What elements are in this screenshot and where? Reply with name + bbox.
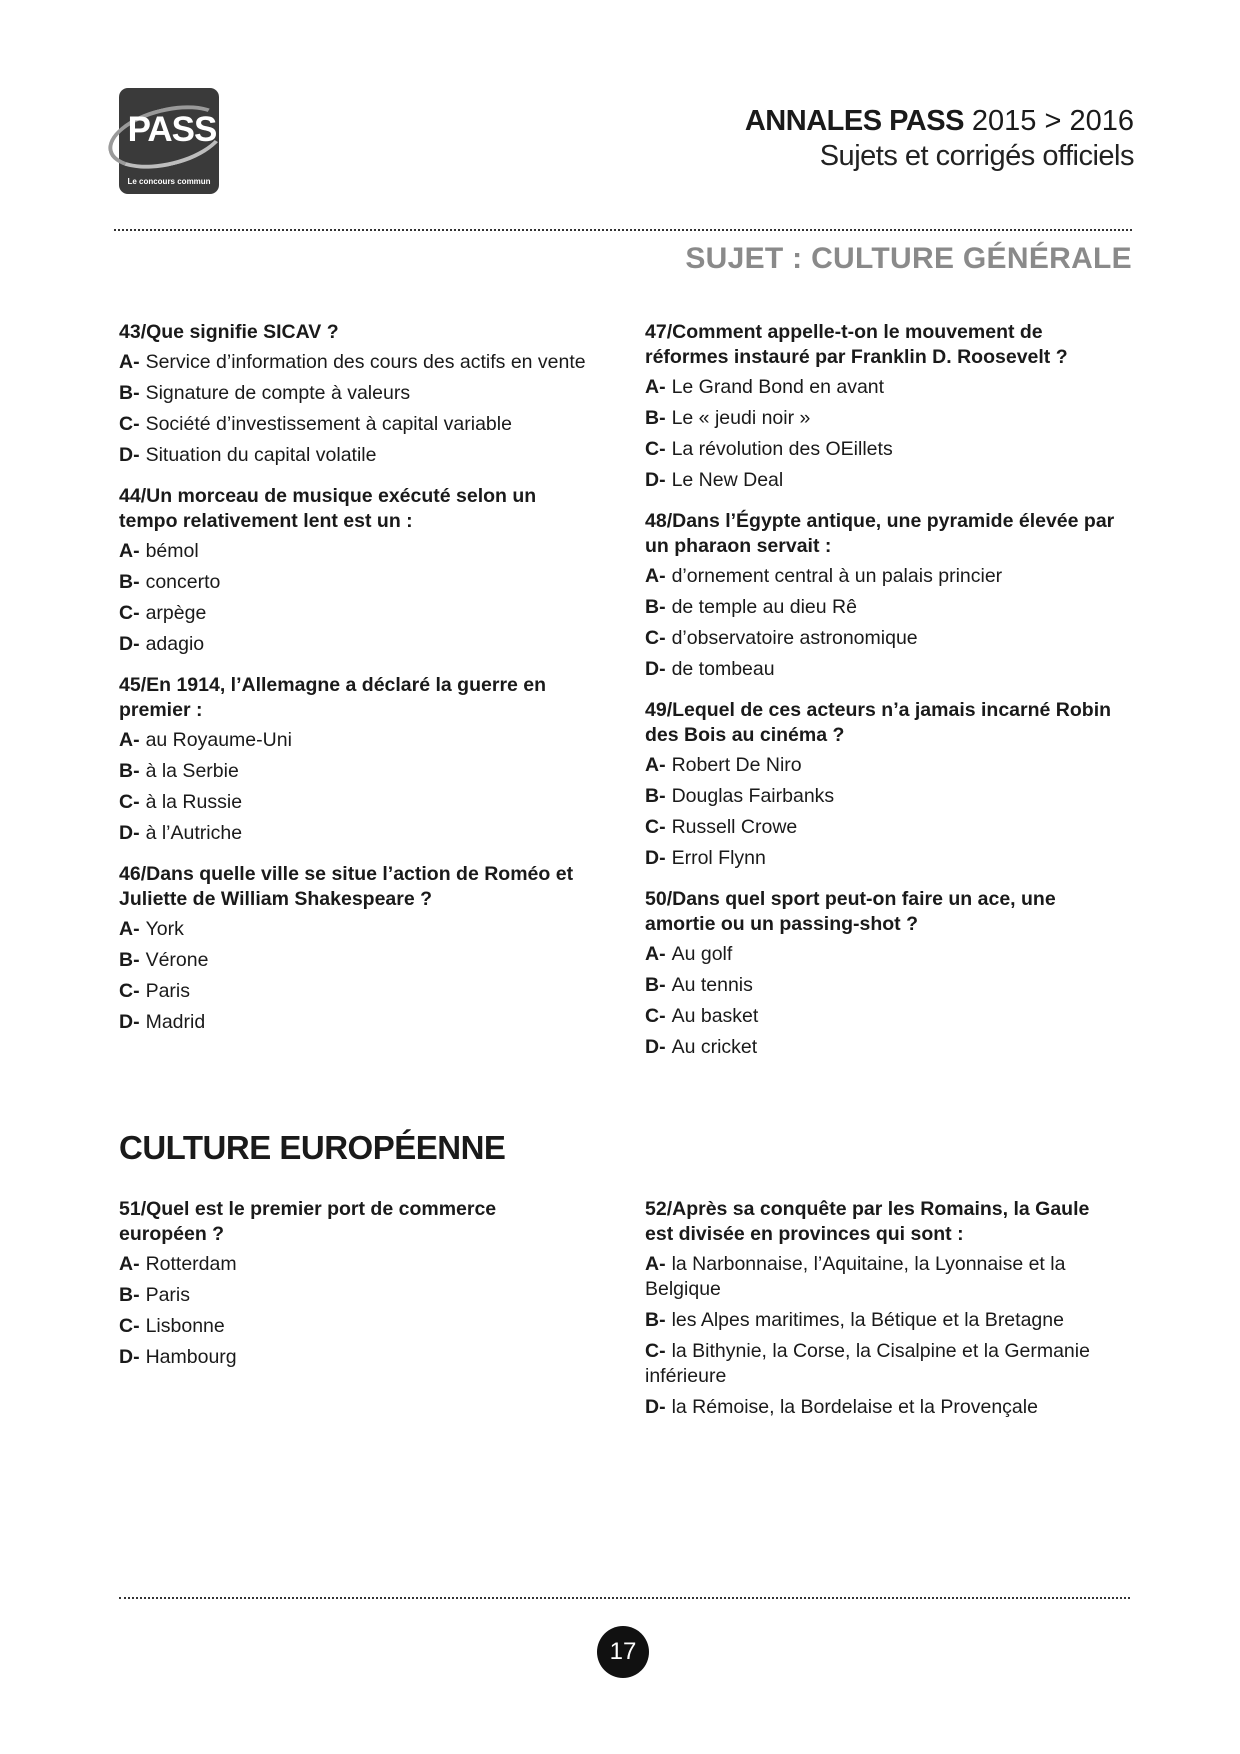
answer-option [119,1314,589,1339]
answer-option [119,1010,589,1035]
option-letter: B- [645,596,666,618]
answer-option [119,1345,589,1370]
option-text: York [145,918,184,940]
option-letter: D- [645,1396,666,1418]
culture-europeenne-right-column [645,1197,1115,1436]
option-text: arpège [145,602,207,624]
option-letter: A- [119,729,140,751]
option-text: Signature de compte à valeurs [145,382,411,404]
top-dotted-divider [114,229,1132,231]
option-text: Lisbonne [145,1315,225,1337]
question-text: 48/Dans l’Égypte antique, une pyramide élevée par un pharaon servait : [645,510,1115,557]
option-text: au Royaume-Uni [145,729,292,751]
answer-option [119,412,589,437]
answer-option [645,1395,1115,1420]
answer-option [119,1283,589,1308]
option-letter: D- [119,1011,140,1033]
question-block [645,698,1115,871]
option-letter: D- [645,1036,666,1058]
answer-option [119,948,589,973]
answer-option [119,601,589,626]
answer-option [119,381,589,406]
answer-option [645,657,1115,682]
option-letter: B- [119,949,140,971]
option-text: Société d’investissement à capital variable [145,413,512,435]
option-letter: D- [119,822,140,844]
question-text: 45/En 1914, l’Allemagne a déclaré la guerre en premier : [119,674,547,721]
answer-option [645,973,1115,998]
option-text: Service d’information des cours des actifs en vente [145,351,586,373]
option-text: Au tennis [671,974,753,996]
option-letter: D- [645,469,666,491]
answer-option [645,1035,1115,1060]
section-heading-culture-europeenne: CULTURE EUROPÉENNE [119,1129,506,1166]
option-text: Le « jeudi noir » [671,407,811,429]
option-text: Russell Crowe [671,816,798,838]
option-text: Paris [145,980,191,1002]
option-text: les Alpes maritimes, la Bétique et la Bretagne [671,1309,1064,1331]
option-text: la Narbonnaise, l’Aquitaine, la Lyonnaise et la Belgique [645,1253,1066,1300]
question-block [119,320,589,468]
option-text: d’ornement central à un palais princier [671,565,1003,587]
option-letter: D- [645,658,666,680]
page-number: 17 [597,1626,649,1678]
option-letter: A- [119,1253,140,1275]
answer-option [119,1252,589,1277]
option-text: Douglas Fairbanks [671,785,835,807]
question-block [119,862,589,1035]
option-letter: C- [119,413,140,435]
question-block [645,887,1115,1060]
option-text: Au golf [671,943,733,965]
culture-generale-left-column [119,320,589,1051]
option-letter: A- [119,918,140,940]
option-text: Situation du capital volatile [145,444,377,466]
subject-label: SUJET : CULTURE GÉNÉRALE [685,242,1132,275]
answer-option [645,753,1115,778]
question-block [119,484,589,657]
answer-option [645,626,1115,651]
option-letter: C- [119,602,140,624]
option-letter: A- [645,1253,666,1275]
question-text: 46/Dans quelle ville se situe l’action de Roméo et Juliette de William Shakespeare ? [119,863,574,910]
option-text: Au cricket [671,1036,758,1058]
option-letter: C- [119,1315,140,1337]
option-text: Hambourg [145,1346,237,1368]
answer-option [645,784,1115,809]
question-block [645,320,1115,493]
culture-europeenne-left-column [119,1197,589,1386]
option-letter: C- [119,791,140,813]
question-block [645,509,1115,682]
option-text: à la Russie [145,791,243,813]
option-text: Errol Flynn [671,847,766,869]
option-letter: B- [645,407,666,429]
answer-option [119,759,589,784]
answer-option [119,632,589,657]
option-letter: D- [119,633,140,655]
option-text: La révolution des OEillets [671,438,893,460]
option-text: la Rémoise, la Bordelaise et la Provençale [671,1396,1038,1418]
question-text: 52/Après sa conquête par les Romains, la Gaule est divisée en provinces qui sont : [645,1198,1090,1245]
question-block [119,1197,589,1370]
option-letter: D- [119,444,140,466]
header-title-line [745,103,1134,139]
option-text: Robert De Niro [671,754,802,776]
answer-option [645,375,1115,400]
question-text: 43/Que signifie SICAV ? [119,321,339,343]
option-letter: B- [645,1309,666,1331]
question-text: 47/Comment appelle-t-on le mouvement de réformes instauré par Franklin D. Roosevelt ? [645,321,1068,368]
option-letter: C- [645,1005,666,1027]
answer-option [645,595,1115,620]
option-letter: A- [645,943,666,965]
option-letter: C- [119,980,140,1002]
answer-option [645,1339,1115,1389]
option-letter: B- [119,760,140,782]
option-text: adagio [145,633,205,655]
option-text: Paris [145,1284,191,1306]
answer-option [645,815,1115,840]
header-subtitle: Sujets et corrigés officiels [819,140,1134,172]
option-letter: B- [119,1284,140,1306]
option-text: concerto [145,571,221,593]
answer-option [645,1308,1115,1333]
logo-text: PASS [127,110,217,149]
option-letter: A- [119,351,140,373]
question-text: 44/Un morceau de musique exécuté selon un tempo relativement lent est un : [119,485,537,532]
option-letter: A- [645,565,666,587]
option-letter: D- [645,847,666,869]
option-text: de tombeau [671,658,775,680]
header-years: 2015 > 2016 [971,105,1134,137]
option-text: Le New Deal [671,469,784,491]
option-letter: A- [645,754,666,776]
option-text: bémol [145,540,199,562]
option-text: Le Grand Bond en avant [671,376,885,398]
question-block [119,673,589,846]
answer-option [645,437,1115,462]
option-letter: A- [119,540,140,562]
option-letter: B- [645,974,666,996]
option-letter: C- [645,816,666,838]
answer-option [119,979,589,1004]
answer-option [645,1252,1115,1302]
culture-generale-right-column [645,320,1115,1076]
header-brand: ANNALES PASS [744,105,964,137]
option-text: la Bithynie, la Corse, la Cisalpine et la Germanie inférieure [645,1340,1090,1387]
answer-option [119,790,589,815]
answer-option [119,728,589,753]
answer-option [119,539,589,564]
option-letter: B- [645,785,666,807]
answer-option [645,564,1115,589]
answer-option [645,846,1115,871]
header-title [745,103,1134,173]
option-text: Vérone [145,949,209,971]
option-letter: B- [119,571,140,593]
answer-option [119,917,589,942]
answer-option [119,821,589,846]
option-letter: C- [645,438,666,460]
answer-option [645,942,1115,967]
option-text: de temple au dieu Rê [671,596,857,618]
option-letter: C- [645,627,666,649]
option-text: Madrid [145,1011,206,1033]
bottom-dotted-divider [119,1597,1130,1599]
option-letter: C- [645,1340,666,1362]
option-letter: B- [119,382,140,404]
answer-option [119,570,589,595]
option-letter: A- [645,376,666,398]
answer-option [645,406,1115,431]
option-text: à l’Autriche [145,822,243,844]
question-text: 49/Lequel de ces acteurs n’a jamais incarné Robin des Bois au cinéma ? [645,699,1112,746]
option-letter: D- [119,1346,140,1368]
answer-option [645,1004,1115,1029]
answer-option [119,350,589,375]
option-text: Rotterdam [145,1253,237,1275]
answer-option [119,443,589,468]
option-text: à la Serbie [145,760,239,782]
pass-logo [119,88,219,194]
option-text: d’observatoire astronomique [671,627,918,649]
option-text: Au basket [671,1005,759,1027]
logo-tagline: Le concours commun [127,177,211,186]
answer-option [645,468,1115,493]
question-text: 51/Quel est le premier port de commerce européen ? [119,1198,497,1245]
question-block [645,1197,1115,1420]
question-text: 50/Dans quel sport peut-on faire un ace, une amortie ou un passing-shot ? [645,888,1056,935]
